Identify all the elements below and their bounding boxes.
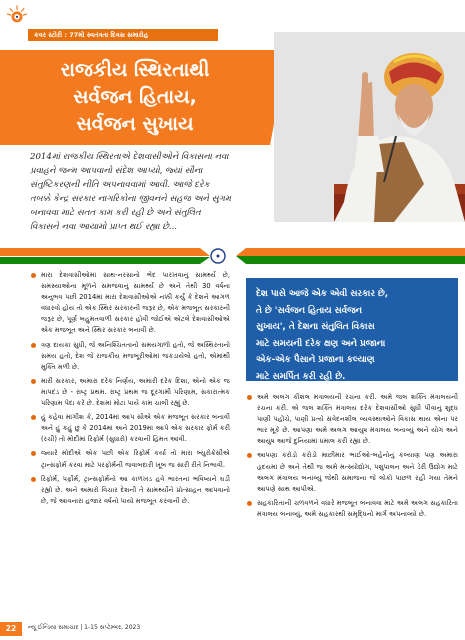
- intro-line-4: તબક્કે કેન્દ્ર સરકાર નાગરિકોના જીવનને સહજ અને સુગમ: [30, 194, 231, 204]
- intro-line-2: પ્રવાહને જન્મ આપવાનો સંદેશ આપ્યો, જ્યાં સૌના: [30, 166, 203, 177]
- publication-info: ન્યૂ ઈન્ડિયા સમાચાર | 1-15 સપ્ટેમ્બર, 2023: [28, 624, 141, 631]
- page-footer: [0, 618, 465, 640]
- pull-quote-box: [246, 278, 458, 381]
- list-item: હું કહેવા માંગીશ કે, 2014માં આપ સૌએ એક મજબૂત સરકાર બનાવી અને હું કહું છું કે 2014માં અને 2019માં આપે એક સરકાર ફોર્મ કરી (રચી) તો મોદીમાં રિફોર્મ (સુધારો) કરવાની હિંમત આવી.: [30, 412, 230, 445]
- page-number: 22: [0, 622, 22, 636]
- headline-block: [0, 50, 270, 145]
- quote-line-5: એક-એક પૈસાને પ્રજાના કલ્યાણ: [256, 355, 375, 366]
- list-item: ત્રણ દાયકા સુધી, જે અનિશ્ચિતતાનો સમયગાળો હતો, જે અસ્થિરતાનો સમય હતો, દેશ જે રાજકીય મજબૂરીઓમાં જકડાયેલો હતો, એમાંથી મુક્તિ મળી છે.: [30, 340, 230, 373]
- quote-line-6: માટે સમર્પિત કરી રહી છે.: [256, 371, 346, 382]
- intro-line-3: સંતુષ્ટિકરણની નીતિ અપનાવવામાં આવી. આજે દરેક: [30, 180, 210, 191]
- tricolour-divider-icon: [0, 246, 465, 266]
- headline-line-1: રાજકીય સ્થિરતાથી: [60, 59, 210, 81]
- left-bullet-list: [30, 270, 230, 510]
- intro-line-6: વિકાસને નવા આયામો પ્રાપ્ત થઈ રહ્યા છે...: [30, 222, 178, 233]
- list-item: અમે અલગ કૌશલ મંત્રાલયની રચના કરી. અમે જલ શક્તિ મંત્રાલયની રચના કરી. એ જલ શક્તિ મંત્રાલય દરેક દેશવાસીઓ સુધી પીવાનું શુદ્ધ પાણી પહોંચે, પાણી પ્રત્યે સંવેદનશીલ વ્યવસ્થાઓને વિકાસ થાય એના પર ભાર મૂકે છે. આપણા અમે અલગ આયુષ મંત્રાલય બનાવ્યું અને યોગ અને આયુષ આજે દુનિયામાં ધમાલ કરી રહ્યા છે.: [246, 392, 458, 447]
- list-item: મારી સરકાર, અમારા દરેક નિર્ણય, અમારી દરેક દિશા, એનો એક જ માપદંડ છે - રાષ્ટ્ર પ્રથમ. રાષ્ટ્ર પ્રથમ જ દૂરગામી પરિણામ, સકારાત્મક પરિણામ પેદા કરે છે. દેશમાં મોટા પાયે કામ ચાલી રહ્યું છે.: [30, 376, 230, 409]
- cover-story-tag: કવર સ્ટોરી : 77મો સ્વતંત્રતા દિવસ સમારોહ: [28, 29, 218, 41]
- list-item: સહકારિતાની ચળવળને વધારે મજબૂત બનાવવા માટે અમે અલગ સહકારિતા મંત્રાલય બનાવ્યું, અમે સહકારથી સમૃદ્ધિનો માર્ગ અપનાવ્યો છે.: [246, 498, 458, 520]
- intro-line-1: 2014માં રાજકીય સ્થિરતાએ દેશવાસીઓને વિકાસના નવા: [30, 152, 229, 162]
- intro-paragraph-wide: [30, 192, 455, 235]
- quote-line-3: સુખાય', તે દેશના સંતુલિત વિકાસ: [256, 322, 375, 333]
- headline-line-2: સર્વજન હિતાય,: [73, 86, 197, 108]
- headline-line-3: સર્વજન સુખાય: [76, 113, 194, 135]
- chakra-logo-icon: [6, 4, 28, 26]
- right-bullet-list: [246, 392, 458, 523]
- list-item: જ્યારે મોદીએ એક પછી એક રિફોર્મ કર્યા તો મારા બ્યુરોક્રેસીએ ટ્રાન્સફોર્મ કરવા માટે પરફોર્મની જવાબદારી ખૂબ જ સારી રીતે નિભાવી.: [30, 448, 230, 470]
- quote-line-4: માટે સમયની દરેક ક્ષણ અને પ્રજાના: [256, 338, 386, 349]
- intro-paragraph: [30, 150, 280, 193]
- quote-line-1: દેશ પાસે આજે એક એવી સરકાર છે,: [256, 289, 389, 299]
- list-item: મારા દેશવાસીઓમાં સાથ-નરસાનો ભેદ પારખવાનું સામર્થ્ય છે, સમસ્યાઓના મૂળને સમજવાનું સામર્થ્ય છે અને તેથી 30 વર્ષના અનુભવ પછી 2014માં મારા દેશવાસીઓએ નક્કી કર્યું કે દેશને આગળ વધારવો હોય તો એક સ્થિર સરકારની જરૂર છે, એક મજબૂત સરકારની જરૂર છે, પૂર્ણ બહુમતવાળી સરકાર હોવી જોઈએ એટલે દેશવાસીઓએ એક મજબૂત અને સ્થિર સરકાર બનાવી છે.: [30, 270, 230, 337]
- intro-line-5: બનાવવા માટે સતત કામ કરી રહી છે અને સંતુલિત: [30, 208, 201, 219]
- list-item: આપણા કરોડો કરોડો માછીમાર ભાઈઓ-બહેનોનું કલ્યાણ પણ અમારા હૃદયમાં છે અને તેથી જ અમે મત્સ્યોદ્યોગ, પશુપાલન અને ડેરી ઉદ્યોગ માટે અલગ મંત્રાલય બનાવ્યું જેથી સમાજના જે લોકો પાછળ રહી ગયા તેમને આપણે સાથ આપીએ.: [246, 450, 458, 494]
- quote-line-2: તે છે 'સર્વજન હિતાય સર્વજન: [256, 305, 362, 316]
- list-item: રિફોર્મ, પર્ફોર્મ, ટ્રાન્સફોર્મનો આ કાળખંડ હવે ભારતનાં ભવિષ્યને ઘડી રહ્યો છે. અને અમારો વિચાર દેશની તે સામર્થ્યોને પ્રોત્સાહન આપવાનો છે, જે આવનારા હજાર વર્ષનો પાયો મજબૂત કરવાની છે.: [30, 474, 230, 507]
